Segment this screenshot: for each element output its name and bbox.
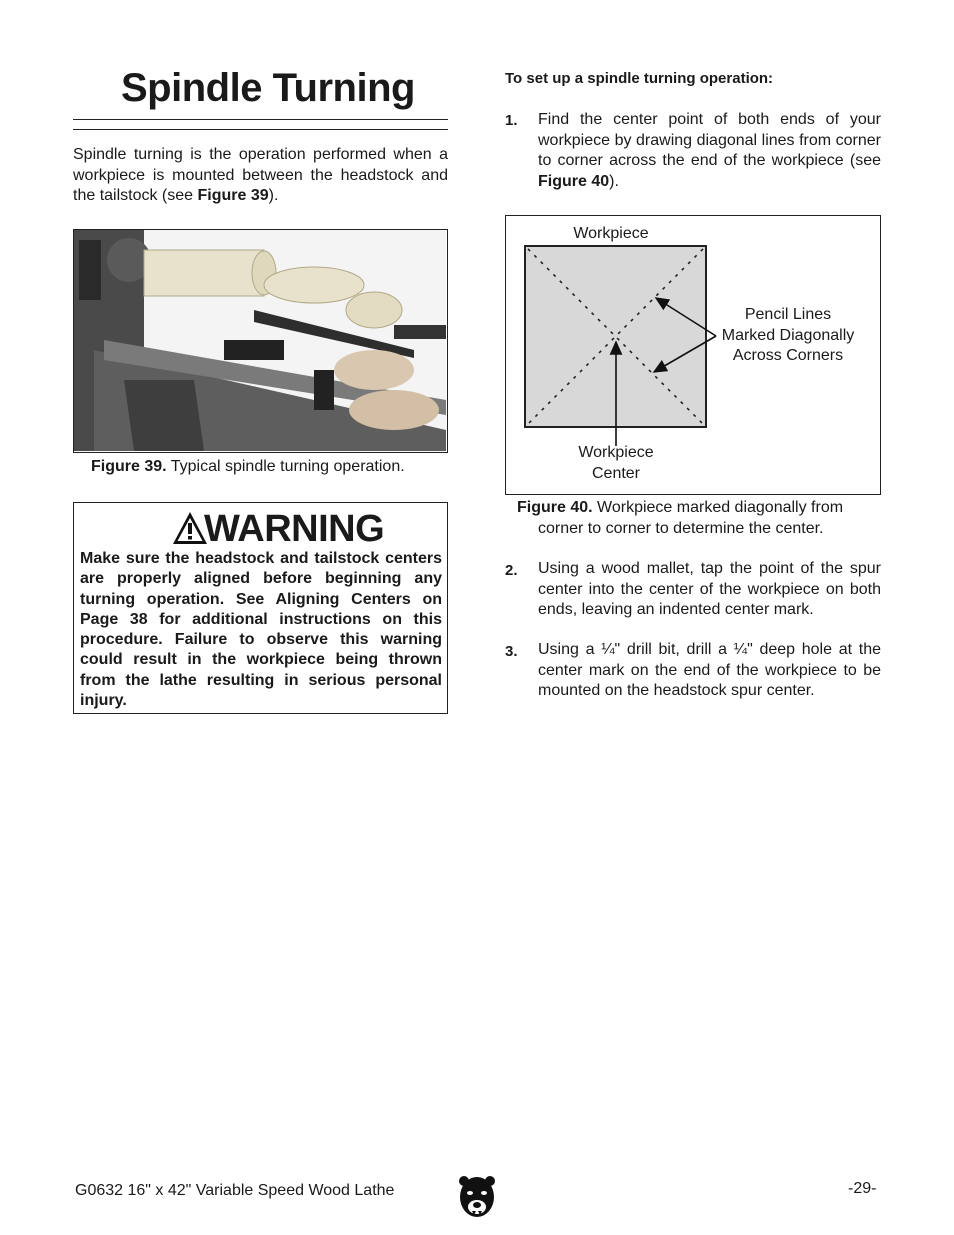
intro-text: Spindle turning is the operation performed when a workpiece is mounted between the headstock and the tailstock (see <box>73 146 448 204</box>
figure-40-caption-line-2: corner to corner to determine the center. <box>538 519 824 537</box>
label-pencil-lines <box>712 305 864 367</box>
grizzly-bear-logo-icon <box>458 1175 496 1221</box>
step-1-text-end: ). <box>609 172 619 190</box>
figure-40-box <box>505 215 881 495</box>
warning-title: WARNING <box>204 508 385 550</box>
label-center-line-1: Workpiece <box>578 444 654 461</box>
step-3-number: 3. <box>505 643 518 660</box>
footer-model: G0632 16" x 42" Variable Speed Wood Lathe <box>75 1182 395 1199</box>
label-pencil-lines-line-2: Marked Diagonally <box>721 326 855 344</box>
footer-page-number: -29- <box>848 1180 877 1197</box>
page-title: Spindle Turning <box>121 66 415 110</box>
step-1-text <box>538 110 881 192</box>
setup-heading: To set up a spindle turning operation: <box>505 70 774 87</box>
figure-39-caption <box>91 457 448 478</box>
figure-40-label: Figure 40. <box>517 499 593 516</box>
label-pencil-lines-line-3: Across Corners <box>732 347 844 364</box>
intro-text-end: ). <box>268 187 279 204</box>
label-center-line-2: Center <box>591 464 641 482</box>
step-1-number: 1. <box>505 112 518 129</box>
title-rule-bottom <box>73 129 448 130</box>
label-workpiece: Workpiece <box>573 225 649 242</box>
label-pencil-lines-line-1: Pencil Lines <box>744 306 832 323</box>
lathe-photo-illustration <box>74 230 446 451</box>
intro-paragraph <box>73 145 448 207</box>
warning-box <box>73 502 448 714</box>
figure-39-label: Figure 39. <box>91 458 167 475</box>
warning-body: Make sure the headstock and tailstock centers are properly aligned before beginning any turning operation. See Aligning Centers on Page 38 for additional instructions on this procedure. Failure to observe this warning could result in the workpiece being thrown from the lathe resulting in serious personal injury. <box>80 550 442 710</box>
title-rule-top <box>73 119 448 120</box>
step-1-figure-ref: Figure 40 <box>538 172 610 190</box>
figure-39-photo <box>73 229 448 453</box>
warning-triangle-icon <box>172 511 208 547</box>
figure-40-caption <box>517 498 881 539</box>
figure-40-caption-line-1: Workpiece marked diagonally from <box>592 499 844 516</box>
step-1-text-body: Find the center point of both ends of your workpiece by drawing diagonal lines from corner to corner across the end of the workpiece (see <box>538 111 881 169</box>
intro-figure-ref: Figure 39 <box>197 187 269 204</box>
step-3-text: Using a ¼" drill bit, drill a ¼" deep hole at the center mark on the end of the workpiece to be mounted on the headstock spur center. <box>538 641 881 699</box>
figure-39-caption-text: Typical spindle turning operation. <box>166 458 405 475</box>
step-2-number: 2. <box>505 562 518 579</box>
label-workpiece-center <box>566 443 666 484</box>
step-2-text: Using a wood mallet, tap the point of the spur center into the center of the workpiece on both ends, leaving an indented center mark. <box>538 560 881 618</box>
